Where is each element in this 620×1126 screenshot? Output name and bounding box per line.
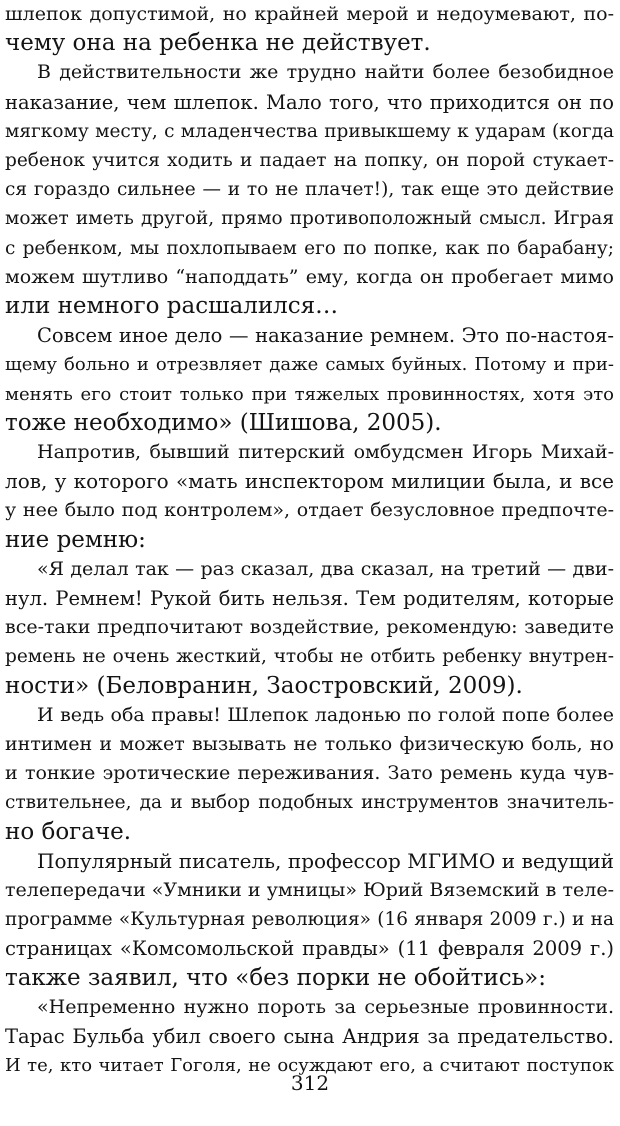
text-line: «Непременно нужно пороть за серьезные провинности. [37, 995, 614, 1018]
text-line: И те, кто читает Гоголя, не осуждают его, а считают поступок [5, 1055, 614, 1077]
text-line: Напротив, бывший питерский омбудсмен Игорь Михай- [37, 441, 614, 463]
text-line: ребенок учится ходить и падает на попку, он порой стукает- [5, 150, 614, 171]
text-line: тоже необходимо» (Шишова, 2005). [5, 409, 442, 436]
text-line: у нее было под контролем», отдает безусловное предпочте- [5, 499, 614, 522]
text-line: но богаче. [5, 818, 132, 845]
text-line: Популярный писатель, профессор МГИМО и ведущий [37, 848, 614, 873]
page-number: 312 [290, 1071, 330, 1095]
text-line: нул. Ремнем! Рукой бить нельзя. Тем родителям, которые [5, 587, 614, 610]
text-line: интимен и может вызывать не только физическую боль, но [5, 733, 614, 755]
text-line: В действительности же трудно найти более безобидное [37, 61, 614, 84]
text-line: лов, у которого «мать инспектором милиции была, и все [5, 469, 614, 494]
text-line: телепередачи «Умники и умницы» Юрий Вяземский в теле- [5, 879, 614, 901]
text-line: шлепок допустимой, но крайней мерой и недоумевают, по- [5, 3, 614, 25]
text-line: ремень не очень жесткий, чтобы не отбить ребенку внутрен- [5, 646, 614, 668]
text-line: может иметь другой, прямо противоположный смысл. Играя [5, 208, 614, 230]
text-line: программе «Культурная революция» (16 января 2009 г.) и на [5, 909, 614, 931]
text-line: и тонкие эротические переживания. Зато ремень куда чув- [5, 762, 614, 785]
text-line: менять его стоит только при тяжелых провинностях, хотя это [5, 383, 614, 405]
text-line: ности» (Беловранин, Заостровский, 2009). [5, 672, 523, 699]
text-line: Тарас Бульба убил своего сына Андрия за предательство. [5, 1025, 614, 1048]
text-line: ние ремню: [5, 526, 146, 553]
text-line: можем шутливо “наподдать” ему, когда он пробегает мимо [5, 265, 614, 288]
text-line: ствительнее, да и выбор подобных инструментов значитель- [5, 792, 614, 814]
text-line: все-таки предпочитают воздействие, рекомендую: заведите [5, 616, 614, 639]
text-line: или немного расшалился… [5, 293, 339, 319]
text-line: мягкому месту, с младенчества привыкшему к ударам (когда [5, 120, 614, 142]
text-line: И ведь оба правы! Шлепок ладонью по голой попе более [37, 703, 614, 726]
text-line: щему больно и отрезвляет даже самых буйных. Потому и при- [5, 354, 614, 376]
text-line: чему она на ребенка не действует. [5, 30, 431, 57]
text-line: страницах «Комсомольской правды» (11 февраля 2009 г.) [5, 937, 614, 961]
text-line: Совсем иное дело — наказание ремнем. Это по-настоя- [37, 324, 614, 348]
text-line: наказание, чем шлепок. Мало того, что приходится он по [5, 90, 614, 114]
text-line: ся гораздо сильнее — и то не плачет!), так еще это действие [5, 179, 614, 201]
text-line: «Я делал так — раз сказал, два сказал, на третий — дви- [37, 557, 614, 580]
text-line: с ребенком, мы похлопываем его по попке, как по барабану; [5, 237, 614, 259]
text-line: также заявил, что «без порки не обойтись»: [5, 964, 546, 991]
